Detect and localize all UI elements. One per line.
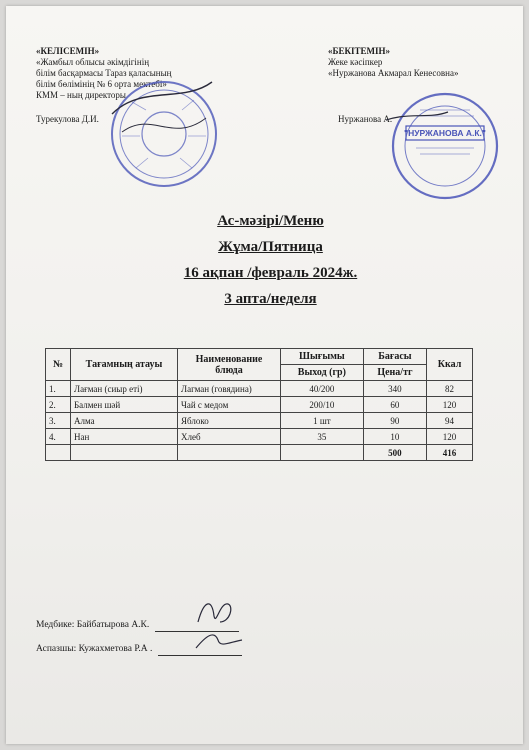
table-row: [46, 381, 473, 397]
cell-kcal: 82: [427, 381, 473, 397]
table-total-row: [46, 445, 473, 461]
total-kcal: 416: [427, 445, 473, 461]
menu-titles: [6, 212, 529, 316]
col-header-yield: Шығымы: [281, 349, 364, 365]
cell-num: 4.: [46, 429, 71, 445]
cell-price: 60: [363, 397, 426, 413]
cell-kcal: 94: [427, 413, 473, 429]
cell-num: 1.: [46, 381, 71, 397]
school-seal-stamp: [102, 74, 222, 192]
cell-name-ru: Чай с медом: [178, 397, 281, 413]
cell-price: 10: [363, 429, 426, 445]
cell-name-ru: Яблоко: [178, 413, 281, 429]
cell-num: 3.: [46, 413, 71, 429]
approval-heading-left: «КЕЛІСЕМІН»: [36, 46, 100, 56]
approval-signer-right: Нуржанова А.: [338, 114, 393, 124]
col-header-kcal: Ккал: [427, 349, 473, 381]
cell-name-ru: Лагман (говядина): [178, 381, 281, 397]
col-header-name-ru: Наименование блюда: [178, 349, 281, 381]
col-header-name-kz: Тағамның атауы: [71, 349, 178, 381]
menu-date: 16 ақпан /февраль 2024ж.: [183, 265, 358, 281]
total-price: 500: [363, 445, 426, 461]
cell-yield: 40/200: [281, 381, 364, 397]
approval-line: «Жамбыл облысы әкімдігінің: [36, 57, 150, 67]
signer-cook-label: Аспазшы: Кужахметова Р.А .: [36, 644, 153, 654]
menu-table: [45, 348, 473, 461]
col-header-price-ru: Цена/тг: [363, 365, 426, 381]
cell-name-ru: Хлеб: [178, 429, 281, 445]
menu-day: Жұма/Пятница: [218, 239, 323, 255]
col-header-num: №: [46, 349, 71, 381]
cell-yield: 200/10: [281, 397, 364, 413]
cell-name-kz: Нан: [71, 429, 178, 445]
approval-line: білім бөлімінің № 6 орта мектебі»: [36, 79, 167, 89]
approval-heading-right: «БЕКІТЕМІН»: [328, 46, 390, 56]
table-row: [46, 397, 473, 413]
document-page: [6, 6, 523, 744]
table-row: [46, 413, 473, 429]
cell-name-kz: Алма: [71, 413, 178, 429]
approval-line: Жеке кәсіпкер: [328, 57, 383, 67]
approval-block-right: [328, 46, 518, 79]
cell-price: 340: [363, 381, 426, 397]
cell-num: 2.: [46, 397, 71, 413]
table-header-row: [46, 349, 473, 365]
menu-week: 3 апта/неделя: [224, 291, 317, 307]
approval-line: білім басқармасы Тараз қаласының: [36, 68, 172, 78]
approval-line: «Нуржанова Акмарал Кенесовна»: [328, 68, 459, 78]
entrepreneur-seal-stamp: [386, 90, 504, 202]
cell-name-kz: Лағман (сиыр еті): [71, 381, 178, 397]
approval-line: КММ – ның директоры: [36, 90, 126, 100]
signer-nurse-label: Медбике: Байбатырова А.К.: [36, 620, 150, 630]
cell-yield: 1 шт: [281, 413, 364, 429]
col-header-yield-ru: Выход (гр): [281, 365, 364, 381]
cell-price: 90: [363, 413, 426, 429]
handwritten-signature: [190, 592, 250, 658]
col-header-price: Бағасы: [363, 349, 426, 365]
cell-kcal: 120: [427, 429, 473, 445]
stamp-center-text: "НУРЖАНОВА А.К.": [404, 128, 486, 138]
approval-signer-left: Турекулова Д.И.: [36, 114, 99, 124]
cell-yield: 35: [281, 429, 364, 445]
cell-name-kz: Балмен шәй: [71, 397, 178, 413]
table-row: [46, 429, 473, 445]
cell-kcal: 120: [427, 397, 473, 413]
menu-title: Ас-мәзірі/Меню: [217, 213, 324, 229]
